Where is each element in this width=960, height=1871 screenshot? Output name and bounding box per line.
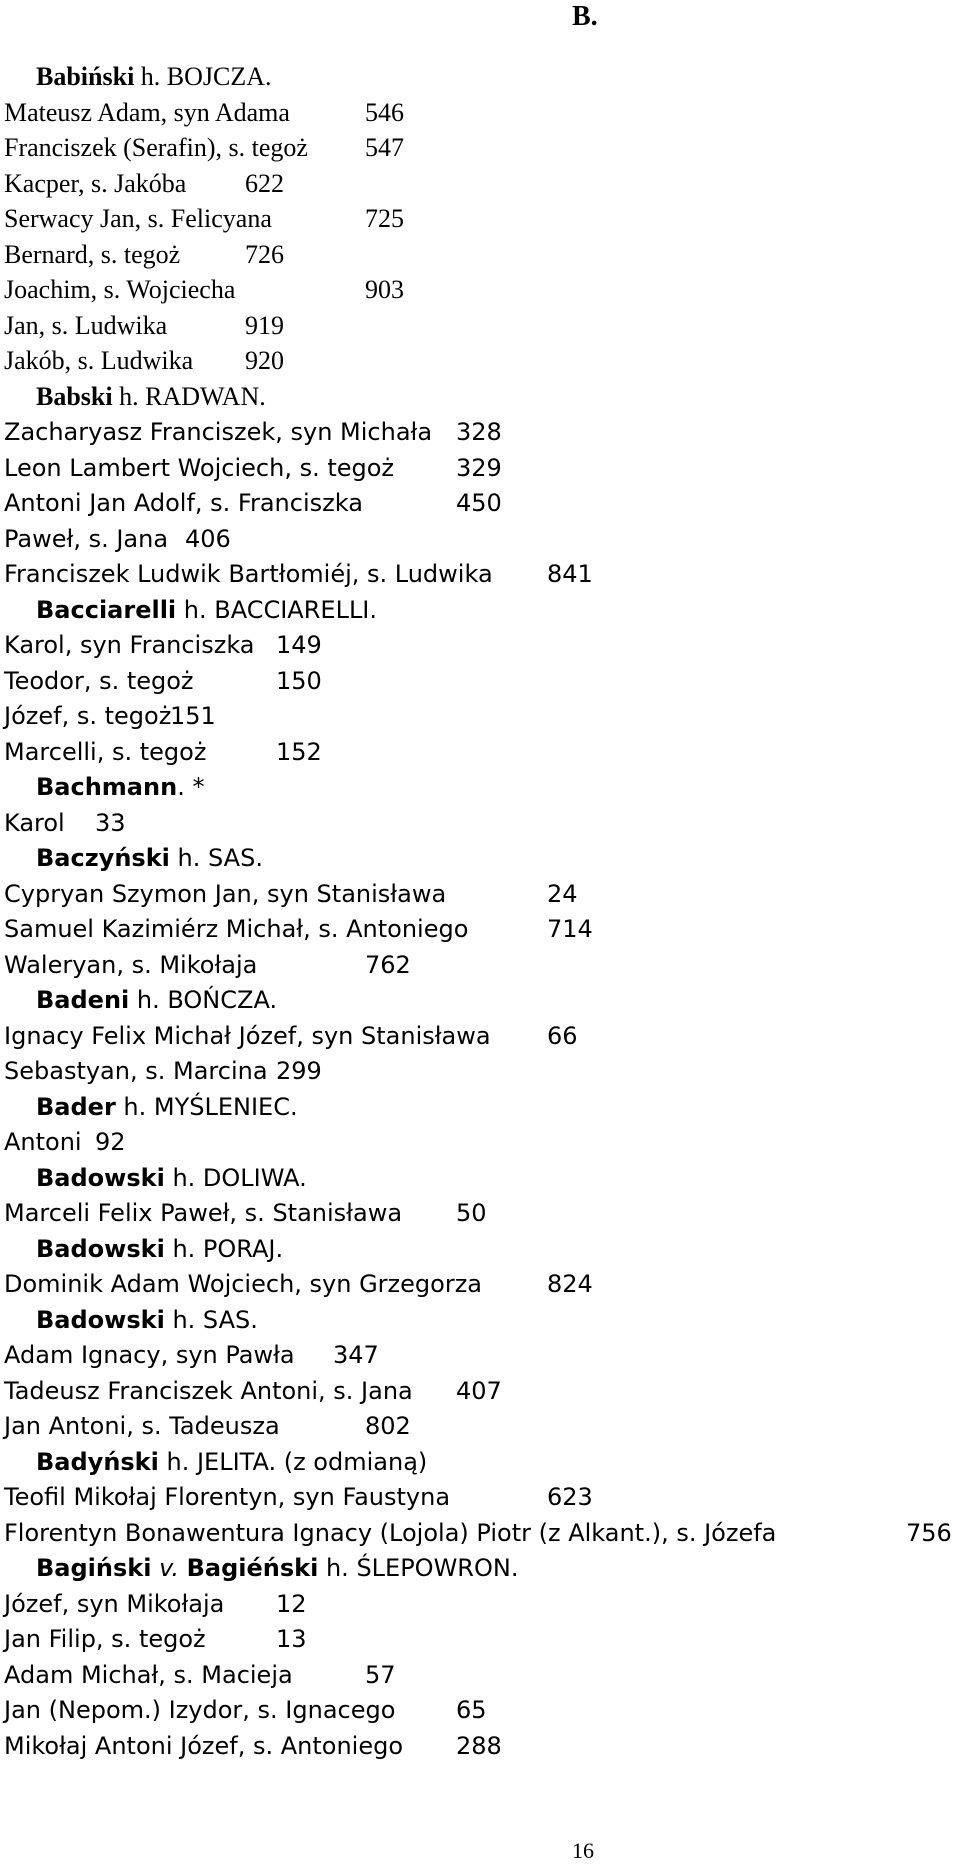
record-number: 12 bbox=[276, 1590, 307, 1618]
person-names: Teofil Mikołaj Florentyn, syn Faustyna bbox=[4, 1483, 451, 1511]
coat-of-arms: h. DOLIWA. bbox=[164, 1164, 307, 1192]
record-number: 802 bbox=[365, 1412, 411, 1440]
surname: Babiński bbox=[36, 62, 135, 91]
record-number: 92 bbox=[95, 1128, 126, 1156]
person-names: Marceli Felix Paweł, s. Stanisława bbox=[4, 1199, 403, 1227]
record-number: 149 bbox=[276, 631, 322, 659]
surname: Badyński bbox=[36, 1448, 159, 1476]
record-number: 347 bbox=[333, 1341, 379, 1369]
record-number: 919 bbox=[245, 311, 284, 340]
person-names: Jan (Nepom.) Izydor, s. Ignacego bbox=[4, 1696, 396, 1724]
person-names: Sebastyan, s. Marcina bbox=[4, 1057, 268, 1085]
person-names: Dominik Adam Wojciech, syn Grzegorza bbox=[4, 1270, 482, 1298]
person-names: Samuel Kazimiérz Michał, s. Antoniego bbox=[4, 915, 469, 943]
family-heading-text bbox=[36, 985, 277, 1015]
record-number: 546 bbox=[365, 98, 404, 127]
record-number: 57 bbox=[365, 1661, 396, 1689]
surname: Babski bbox=[36, 382, 113, 411]
person-names: Paweł, s. Jana bbox=[4, 525, 169, 553]
surname: Baczyński bbox=[36, 844, 170, 872]
person-names: Jan Filip, s. tegoż bbox=[4, 1625, 206, 1653]
record-number: 622 bbox=[245, 169, 284, 198]
person-names: Waleryan, s. Mikołaja bbox=[4, 951, 258, 979]
family-heading-text bbox=[36, 772, 204, 802]
surname: Badowski bbox=[36, 1235, 165, 1263]
record-number: 841 bbox=[547, 560, 593, 588]
person-names: Tadeusz Franciszek Antoni, s. Jana bbox=[4, 1377, 413, 1405]
coat-of-arms: h. JELITA. (z odmianą) bbox=[158, 1448, 428, 1476]
variant-marker: v. bbox=[159, 1554, 179, 1582]
family-heading-text bbox=[36, 1447, 427, 1477]
coat-of-arms: h. PORAJ. bbox=[164, 1235, 284, 1263]
person-names: Jan Antoni, s. Tadeusza bbox=[4, 1412, 280, 1440]
record-number: 151 bbox=[170, 702, 216, 730]
person-names: Ignacy Felix Michał Józef, syn Stanisława bbox=[4, 1022, 491, 1050]
record-number: 328 bbox=[456, 418, 502, 446]
coat-of-arms: h. BOJCZA. bbox=[134, 62, 272, 91]
record-number: 725 bbox=[365, 204, 404, 233]
coat-of-arms: h. MYŚLENIEC. bbox=[115, 1093, 298, 1121]
record-number: 824 bbox=[547, 1270, 593, 1298]
family-heading-text bbox=[36, 595, 377, 625]
coat-of-arms: h. ŚLEPOWRON. bbox=[318, 1554, 519, 1582]
surname: Bacciarelli bbox=[36, 596, 177, 624]
record-number: 50 bbox=[456, 1199, 487, 1227]
surname: Bader bbox=[36, 1093, 116, 1121]
record-number: 299 bbox=[276, 1057, 322, 1085]
record-number: 152 bbox=[276, 738, 322, 766]
person-names: Serwacy Jan, s. Felicyana bbox=[4, 204, 272, 233]
record-number: 65 bbox=[456, 1696, 487, 1724]
person-names: Franciszek Ludwik Bartłomiéj, s. Ludwika bbox=[4, 560, 493, 588]
person-names: Adam Michał, s. Macieja bbox=[4, 1661, 293, 1689]
record-number: 756 bbox=[906, 1519, 952, 1547]
surname: Badowski bbox=[36, 1164, 165, 1192]
person-names: Kacper, s. Jakóba bbox=[4, 169, 187, 198]
coat-of-arms: h. SAS. bbox=[169, 844, 263, 872]
family-heading-text bbox=[36, 1305, 258, 1335]
person-names: Jan, s. Ludwika bbox=[4, 311, 168, 340]
coat-of-arms: . * bbox=[177, 773, 205, 801]
person-names: Adam Ignacy, syn Pawła bbox=[4, 1341, 295, 1369]
person-names: Florentyn Bonawentura Ignacy (Lojola) Piotr (z Alkant.), s. Józefa bbox=[4, 1519, 777, 1547]
surname: Badeni bbox=[36, 986, 130, 1014]
family-heading-text bbox=[36, 62, 272, 92]
record-number: 714 bbox=[547, 915, 593, 943]
person-names: Mikołaj Antoni Józef, s. Antoniego bbox=[4, 1732, 404, 1760]
record-number: 762 bbox=[365, 951, 411, 979]
person-names: Jakób, s. Ludwika bbox=[4, 346, 194, 375]
person-names: Joachim, s. Wojciecha bbox=[4, 275, 236, 304]
family-heading-text bbox=[36, 1234, 283, 1264]
record-number: 547 bbox=[365, 133, 404, 162]
record-number: 920 bbox=[245, 346, 284, 375]
coat-of-arms: h. SAS. bbox=[164, 1306, 258, 1334]
person-names: Karol bbox=[4, 809, 65, 837]
person-names: Zacharyasz Franciszek, syn Michała bbox=[4, 418, 433, 446]
record-number: 66 bbox=[547, 1022, 578, 1050]
person-names: Bernard, s. tegoż bbox=[4, 240, 181, 269]
person-names: Marcelli, s. tegoż bbox=[4, 738, 207, 766]
family-heading-text bbox=[36, 1163, 307, 1193]
record-number: 406 bbox=[185, 525, 231, 553]
family-heading-text bbox=[36, 382, 266, 412]
record-number: 33 bbox=[95, 809, 126, 837]
record-number: 288 bbox=[456, 1732, 502, 1760]
page-number: 16 bbox=[572, 1838, 594, 1863]
record-number: 450 bbox=[456, 489, 502, 517]
record-number: 150 bbox=[276, 667, 322, 695]
person-names: Franciszek (Serafin), s. tegoż bbox=[4, 133, 308, 162]
person-names: Józef, syn Mikołaja bbox=[4, 1590, 225, 1618]
coat-of-arms: h. BOŃCZA. bbox=[129, 986, 278, 1014]
section-letter: B. bbox=[572, 1, 598, 32]
family-heading-text bbox=[36, 1092, 298, 1122]
coat-of-arms: h. RADWAN. bbox=[112, 382, 266, 411]
record-number: 623 bbox=[547, 1483, 593, 1511]
surname: Bachmann bbox=[36, 773, 178, 801]
coat-of-arms: h. BACCIARELLI. bbox=[176, 596, 378, 624]
record-number: 329 bbox=[456, 454, 502, 482]
record-number: 13 bbox=[276, 1625, 307, 1653]
person-names: Antoni bbox=[4, 1128, 82, 1156]
person-names: Teodor, s. tegoż bbox=[4, 667, 194, 695]
person-names: Karol, syn Franciszka bbox=[4, 631, 255, 659]
person-names: Leon Lambert Wojciech, s. tegoż bbox=[4, 454, 395, 482]
record-number: 903 bbox=[365, 275, 404, 304]
record-number: 24 bbox=[547, 880, 578, 908]
record-number: 726 bbox=[245, 240, 284, 269]
person-names: Mateusz Adam, syn Adama bbox=[4, 98, 290, 127]
person-names: Cypryan Szymon Jan, syn Stanisława bbox=[4, 880, 447, 908]
family-heading-text bbox=[36, 843, 263, 873]
person-names: Józef, s. tegoż bbox=[4, 702, 172, 730]
person-names: Antoni Jan Adolf, s. Franciszka bbox=[4, 489, 363, 517]
family-heading-text bbox=[36, 1553, 518, 1583]
record-number: 407 bbox=[456, 1377, 502, 1405]
surname: Bagiński bbox=[36, 1554, 152, 1582]
surname-variant: Bagiéński bbox=[186, 1554, 319, 1582]
surname: Badowski bbox=[36, 1306, 165, 1334]
